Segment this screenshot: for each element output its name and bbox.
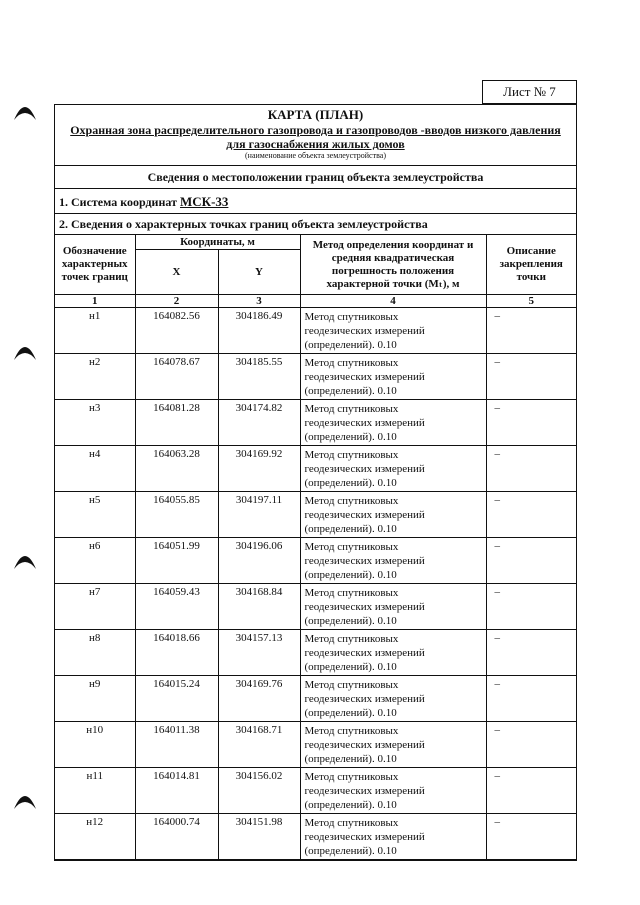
point-x: 164018.66: [135, 630, 218, 676]
point-method: [300, 308, 486, 354]
method-line: геодезических измерений: [304, 509, 425, 521]
table-row: [55, 768, 576, 814]
binder-hole-icon: [12, 785, 38, 811]
point-method: [300, 446, 486, 492]
point-y: 304186.49: [218, 308, 300, 354]
point-description: –: [486, 400, 576, 446]
point-x: 164078.67: [135, 354, 218, 400]
point-y: 304156.02: [218, 768, 300, 814]
point-description: –: [486, 676, 576, 722]
point-name: н3: [55, 400, 135, 446]
point-method: [300, 538, 486, 584]
point-name: н10: [55, 722, 135, 768]
table-row: [55, 630, 576, 676]
method-line: геодезических измерений: [304, 647, 425, 659]
point-method: [300, 768, 486, 814]
method-line: геодезических измерений: [304, 831, 425, 843]
table-row: [55, 814, 576, 860]
point-name: н11: [55, 768, 135, 814]
method-line: геодезических измерений: [304, 739, 425, 751]
point-x: 164082.56: [135, 308, 218, 354]
method-line: Метод спутниковых: [304, 495, 399, 507]
document-title: КАРТА (ПЛАН): [267, 107, 364, 122]
point-x: 164051.99: [135, 538, 218, 584]
col-number: 2: [135, 295, 218, 308]
point-x: 164015.24: [135, 676, 218, 722]
point-method: [300, 354, 486, 400]
col-number: 3: [218, 295, 300, 308]
point-description: –: [486, 768, 576, 814]
point-name: н8: [55, 630, 135, 676]
sheet-number: Лист № 7: [482, 80, 577, 104]
point-description: –: [486, 584, 576, 630]
col-header-description: Описание закрепления точки: [486, 235, 576, 295]
method-line: геодезических измерений: [304, 417, 425, 429]
point-x: 164014.81: [135, 768, 218, 814]
point-y: 304157.13: [218, 630, 300, 676]
point-name: н7: [55, 584, 135, 630]
point-name: н6: [55, 538, 135, 584]
point-x: 164081.28: [135, 400, 218, 446]
document-frame: [54, 104, 577, 861]
method-line: (определений). 0.10: [304, 615, 397, 627]
point-x: 164055.85: [135, 492, 218, 538]
method-line: Метод спутниковых: [304, 633, 399, 645]
object-name-note: (наименование объекта землеустройства): [245, 151, 386, 160]
point-name: н12: [55, 814, 135, 860]
method-line: Метод спутниковых: [304, 771, 399, 783]
point-description: –: [486, 630, 576, 676]
coordinate-system-value: МСК-33: [179, 194, 229, 209]
col-number: 5: [486, 295, 576, 308]
point-y: 304174.82: [218, 400, 300, 446]
point-method: [300, 400, 486, 446]
method-line: (определений). 0.10: [304, 431, 397, 443]
point-y: 304168.84: [218, 584, 300, 630]
method-line: геодезических измерений: [304, 693, 425, 705]
method-line: геодезических измерений: [304, 555, 425, 567]
point-name: н1: [55, 308, 135, 354]
method-line: геодезических измерений: [304, 371, 425, 383]
col-header-x: X: [135, 250, 218, 295]
table-row: [55, 722, 576, 768]
object-name-line2: для газоснабжения жилых домов: [226, 137, 405, 151]
method-line: Метод спутниковых: [304, 403, 399, 415]
method-line: Метод спутниковых: [304, 817, 399, 829]
point-x: 164063.28: [135, 446, 218, 492]
point-x: 164059.43: [135, 584, 218, 630]
method-line: (определений). 0.10: [304, 845, 397, 857]
point-description: –: [486, 354, 576, 400]
table-row: [55, 538, 576, 584]
method-line: (определений). 0.10: [304, 385, 397, 397]
col-number: 4: [300, 295, 486, 308]
method-line: геодезических измерений: [304, 601, 425, 613]
point-name: н5: [55, 492, 135, 538]
col-header-name: Обозначение характерных точек границ: [55, 235, 135, 295]
table-row: [55, 354, 576, 400]
point-method: [300, 722, 486, 768]
point-description: –: [486, 538, 576, 584]
method-line: (определений). 0.10: [304, 707, 397, 719]
point-name: н9: [55, 676, 135, 722]
method-line: Метод спутниковых: [304, 311, 399, 323]
section-title: Сведения о местоположении границ объекта землеустройства: [55, 166, 576, 189]
point-description: –: [486, 492, 576, 538]
coordinate-system: [55, 189, 576, 214]
method-line: (определений). 0.10: [304, 753, 397, 765]
table-row: [55, 584, 576, 630]
method-line: (определений). 0.10: [304, 661, 397, 673]
method-line: (определений). 0.10: [304, 477, 397, 489]
point-method: [300, 584, 486, 630]
point-name: н4: [55, 446, 135, 492]
col-header-method: Метод определения координат и средняя квадратическая погрешность положения характерной точки (Mₜ), м: [300, 235, 486, 295]
method-line: Метод спутниковых: [304, 357, 399, 369]
method-line: Метод спутниковых: [304, 541, 399, 553]
method-line: Метод спутниковых: [304, 679, 399, 691]
points-section-title: 2. Сведения о характерных точках границ объекта землеустройства: [55, 214, 576, 235]
method-line: (определений). 0.10: [304, 799, 397, 811]
method-line: Метод спутниковых: [304, 725, 399, 737]
binder-hole-icon: [12, 96, 38, 122]
point-y: 304168.71: [218, 722, 300, 768]
point-y: 304169.92: [218, 446, 300, 492]
method-line: геодезических измерений: [304, 463, 425, 475]
point-description: –: [486, 722, 576, 768]
method-line: (определений). 0.10: [304, 339, 397, 351]
table-row: [55, 446, 576, 492]
point-y: 304185.55: [218, 354, 300, 400]
method-line: (определений). 0.10: [304, 569, 397, 581]
col-header-y: Y: [218, 250, 300, 295]
point-x: 164000.74: [135, 814, 218, 860]
object-name-line1: Охранная зона распределительного газопровода и газопроводов -вводов низкого давления: [70, 123, 561, 137]
method-line: геодезических измерений: [304, 785, 425, 797]
point-method: [300, 814, 486, 860]
point-y: 304151.98: [218, 814, 300, 860]
table-row: [55, 492, 576, 538]
col-number: 1: [55, 295, 135, 308]
point-x: 164011.38: [135, 722, 218, 768]
table-row: [55, 400, 576, 446]
binder-hole-icon: [12, 545, 38, 571]
point-method: [300, 630, 486, 676]
method-line: Метод спутниковых: [304, 587, 399, 599]
method-line: (определений). 0.10: [304, 523, 397, 535]
point-y: 304197.11: [218, 492, 300, 538]
table-row: [55, 308, 576, 354]
point-name: н2: [55, 354, 135, 400]
points-table: [55, 235, 576, 860]
point-description: –: [486, 814, 576, 860]
method-line: геодезических измерений: [304, 325, 425, 337]
point-y: 304169.76: [218, 676, 300, 722]
point-method: [300, 492, 486, 538]
points-table-body: [55, 308, 576, 860]
method-line: Метод спутниковых: [304, 449, 399, 461]
point-y: 304196.06: [218, 538, 300, 584]
binder-hole-icon: [12, 336, 38, 362]
point-description: –: [486, 446, 576, 492]
table-row: [55, 676, 576, 722]
document-header: [55, 105, 576, 166]
coordinate-system-prefix: 1. Система координат: [59, 195, 180, 209]
point-method: [300, 676, 486, 722]
col-header-coordinates: Координаты, м: [135, 235, 300, 250]
point-description: –: [486, 308, 576, 354]
